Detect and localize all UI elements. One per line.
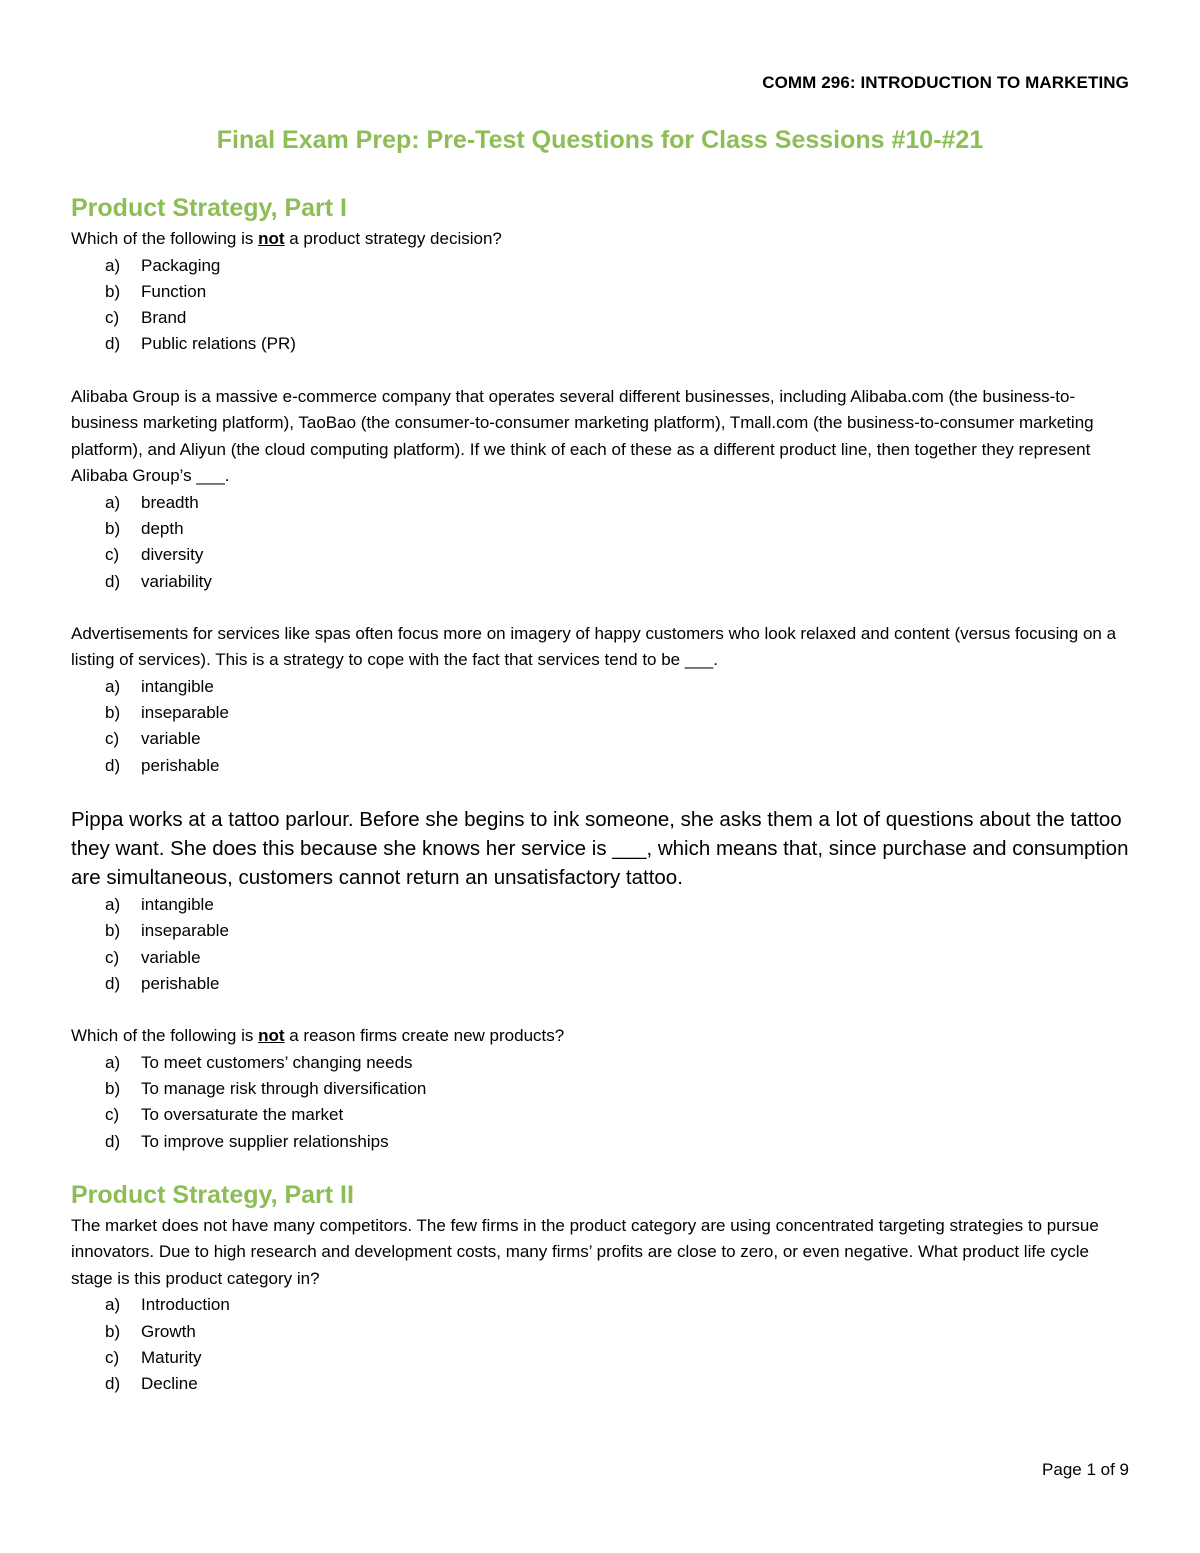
answer-options [71,1292,1129,1397]
question-text: Pippa works at a tattoo parlour. Before she begins to ink someone, she asks them a lot of questions about the tattoo they want. She does this because she knows her service is ___, which means that, since purchase and consumption are simultaneous, customers cannot return an unsatisfactory tattoo. [71,808,1129,890]
question-block [71,621,1129,779]
answer-options [71,892,1129,997]
running-header: COMM 296: INTRODUCTION TO MARKETING [762,73,1129,92]
option-letter: c) [105,947,120,967]
emphasis-word: not [258,1026,285,1046]
option-text: inseparable [141,921,229,941]
option-letter: b) [105,1079,121,1099]
option-text: To oversaturate the market [141,1105,344,1125]
answer-option [71,1371,1129,1397]
option-letter: a) [105,1295,121,1315]
question-text-before: Which of the following is [71,229,259,248]
option-text: To meet customers’ changing needs [141,1052,413,1072]
question-text [71,1023,1129,1050]
option-letter: d) [105,1131,121,1151]
option-letter: c) [105,545,120,565]
question-text: Alibaba Group is a massive e-commerce company that operates several different businesses, including Alibaba.com (the business-to-business marketing platform), TaoBao (the consumer-to-consumer marketing platform), Tmall.com (the business-to-consumer marketing platform), and Aliyun (the cloud computing platform). If we think of each of these as a different product line, then together they represent Alibaba Group’s ___. [71,386,1094,486]
question-text-after: a product strategy decision? [284,229,502,248]
option-text: depth [141,518,184,538]
question-text-before: Which of the following is [71,1026,259,1046]
question-block [71,226,1129,358]
answer-options [71,1050,1129,1155]
question-block [71,1213,1129,1398]
option-letter: a) [105,492,121,512]
option-text: To manage risk through diversification [141,1079,427,1099]
question-text: Advertisements for services like spas often focus more on imagery of happy customers who look relaxed and content (versus focusing on a listing of services). This is a strategy to cope with the fact that services tend to be ___. [71,623,1117,670]
answer-option [71,279,1129,305]
option-text: intangible [141,895,214,915]
option-text: Growth [141,1321,196,1341]
option-letter: d) [105,571,121,591]
answer-options [71,674,1129,779]
answer-option [71,490,1129,516]
answer-options [71,253,1129,358]
option-letter: c) [105,308,120,328]
option-text: To improve supplier relationships [141,1131,389,1151]
option-text: Brand [141,308,187,328]
option-text: Public relations (PR) [141,334,296,354]
option-letter: d) [105,334,121,354]
answer-option [71,892,1129,918]
answer-option [71,1319,1129,1345]
question-block [71,805,1129,997]
option-text: Maturity [141,1348,202,1368]
section-heading: Product Strategy, Part II [71,1180,354,1209]
option-letter: b) [105,1321,121,1341]
question-block [71,384,1129,595]
option-letter: a) [105,255,121,275]
option-letter: c) [105,1348,120,1368]
option-text: Introduction [141,1295,230,1315]
answer-option [71,1292,1129,1318]
question-text-after: a reason firms create new products? [284,1026,565,1046]
answer-option [71,331,1129,357]
page-number: Page 1 of 9 [1042,1460,1129,1479]
answer-option [71,253,1129,279]
answer-option [71,305,1129,331]
answer-option [71,542,1129,568]
document-title: Final Exam Prep: Pre-Test Questions for Class Sessions #10-#21 [216,126,984,154]
answer-option [71,1345,1129,1371]
answer-option [71,945,1129,971]
option-letter: b) [105,281,121,301]
question-block [71,1023,1129,1155]
section-heading: Product Strategy, Part I [71,194,347,222]
option-letter: a) [105,1052,121,1072]
option-text: Packaging [141,255,221,275]
option-text: Function [141,281,207,301]
option-letter: d) [105,973,121,993]
answer-option [71,918,1129,944]
answer-option [71,569,1129,595]
answer-option [71,700,1129,726]
answer-option [71,674,1129,700]
answer-option [71,1102,1129,1128]
option-text: breadth [141,492,199,512]
option-text: perishable [141,973,220,993]
answer-option [71,726,1129,752]
option-text: Decline [141,1374,198,1394]
option-letter: c) [105,729,120,749]
option-letter: c) [105,1105,120,1125]
option-letter: d) [105,755,121,775]
option-text: variable [141,729,201,749]
answer-option [71,971,1129,997]
option-text: diversity [141,545,204,565]
answer-option [71,516,1129,542]
question-text: The market does not have many competitors. The few firms in the product category are using concentrated targeting strategies to pursue innovators. Due to high research and development costs, many firms’ profits are close to zero, or even negative. What product life cycle stage is this product category in? [71,1215,1099,1288]
emphasis-word: not [258,229,285,248]
document-body [71,190,1129,1398]
answer-option [71,1129,1129,1155]
option-text: variability [141,571,212,591]
option-letter: a) [105,676,121,696]
option-letter: d) [105,1374,121,1394]
option-letter: b) [105,921,121,941]
answer-option [71,1076,1129,1102]
answer-option [71,753,1129,779]
option-letter: b) [105,518,121,538]
option-text: intangible [141,676,214,696]
option-letter: b) [105,703,121,723]
option-text: variable [141,947,201,967]
option-text: perishable [141,755,220,775]
answer-option [71,1050,1129,1076]
question-text [71,226,1129,253]
answer-options [71,490,1129,595]
option-letter: a) [105,895,121,915]
option-text: inseparable [141,703,229,723]
